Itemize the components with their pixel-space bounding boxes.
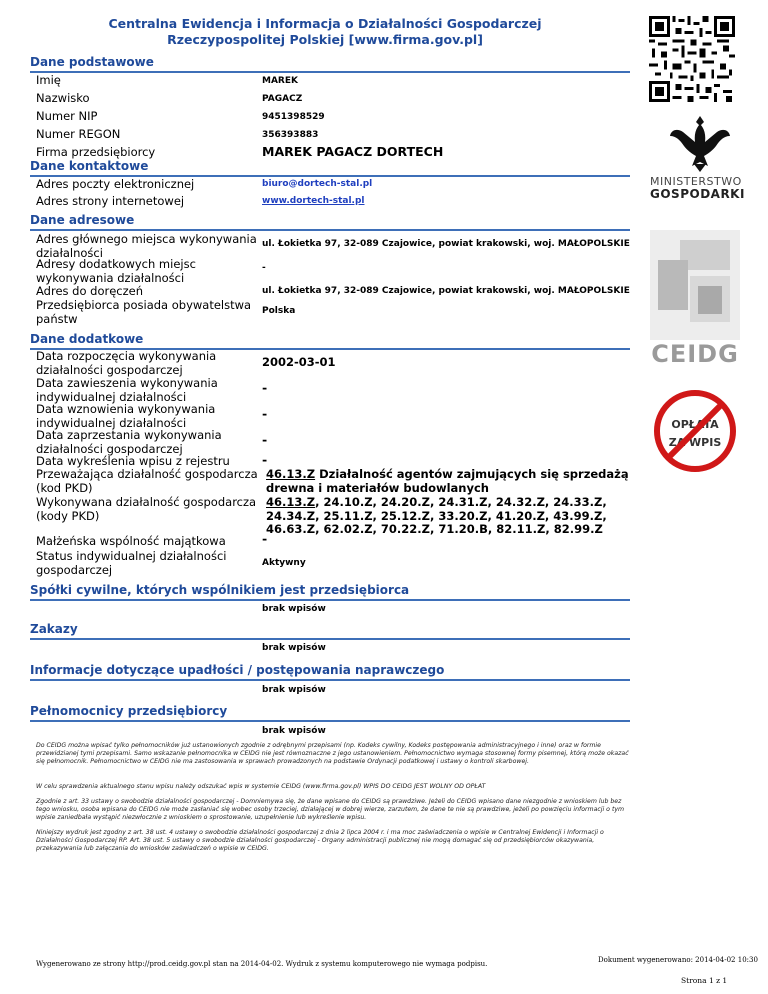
section-dane-podstawowe: Dane podstawowe bbox=[30, 55, 630, 73]
section-dane-kontaktowe: Dane kontaktowe bbox=[30, 159, 630, 177]
value-marital: - bbox=[262, 531, 268, 546]
value-status: Aktywny bbox=[262, 558, 306, 568]
pkd-all-rest: , 24.10.Z, 24.20.Z, 24.31.Z, 24.32.Z, 24.33.Z, 24.34.Z, 25.11.Z, 25.12.Z, 33.20.Z, 41.20.Z, 43.99.Z, 46.63.Z, 62.02.Z, 70.22.Z, 71.20.B, 82.11.Z, 82.99.Z bbox=[266, 495, 607, 536]
label-main-address: Adres głównego miejsca wykonywania działalności bbox=[36, 232, 257, 260]
zakazy-none: brak wpisów bbox=[262, 643, 326, 653]
value-suspend-date: - bbox=[262, 380, 268, 395]
header-line-2: Rzeczypospolitej Polskiej [www.firma.gov.pl] bbox=[167, 32, 483, 47]
section-spolki: Spółki cywilne, których wspólnikiem jest przedsiębiorca bbox=[30, 583, 630, 601]
label-www: Adres strony internetowej bbox=[36, 194, 185, 208]
label-resume-date: Data wznowienia wykonywania indywidualnej działalności bbox=[36, 402, 216, 430]
section-pelnomocnicy: Pełnomocnicy przedsiębiorcy bbox=[30, 704, 630, 722]
section-dane-dodatkowe: Dane dodatkowe bbox=[30, 332, 630, 350]
ceidg-logo-graphic bbox=[650, 230, 740, 340]
pelnomocnicy-none: brak wpisów bbox=[262, 726, 326, 736]
email-link[interactable]: biuro@dortech-stal.pl bbox=[262, 179, 373, 189]
label-delivery-address: Adres do doręczeń bbox=[36, 284, 144, 298]
oplata-text-1: OPŁATA bbox=[671, 418, 719, 431]
value-pkd-all bbox=[266, 496, 622, 537]
label-firma: Firma przedsiębiorcy bbox=[36, 145, 156, 159]
ministry-line-1: MINISTERSTWO bbox=[650, 175, 742, 188]
qr-code bbox=[648, 16, 736, 102]
value-start-date: 2002-03-01 bbox=[262, 355, 336, 369]
value-delete-date: - bbox=[262, 452, 268, 467]
label-email: Adres poczty elektronicznej bbox=[36, 177, 195, 191]
label-status: Status indywidualnej działalności gospodarczej bbox=[36, 549, 227, 577]
label-citizenship: Przedsiębiorca posiada obywatelstwa państw bbox=[36, 298, 252, 326]
label-stop-date: Data zaprzestania wykonywania działalności gospodarczej bbox=[36, 428, 222, 456]
header-line-1: Centralna Ewidencja i Informacja o Działalności Gospodarczej bbox=[108, 16, 542, 31]
label-extra-address: Adresy dodatkowych miejsc wykonywania działalności bbox=[36, 257, 196, 285]
value-extra-address: - bbox=[262, 263, 266, 273]
note-check-status: W celu sprawdzenia aktualnego stanu wpisu należy odszukać wpis w systemie CEIDG (www.firma.gov.pl) WPIS DO CEIDG JEST WOLNY OD OPŁAT bbox=[36, 783, 486, 790]
oplata-text-2: ZA WPIS bbox=[668, 436, 722, 449]
label-imie: Imię bbox=[36, 73, 61, 87]
ministry-line-2: GOSPODARKI bbox=[650, 187, 745, 201]
website-link[interactable]: www.dortech-stal.pl bbox=[262, 196, 365, 206]
footer-generated-date: Dokument wygenerowano: 2014-04-02 10:30 bbox=[598, 956, 758, 964]
pkd-main-desc: Działalność agentów zajmujących się sprzedażą drewna i materiałów budowlanych bbox=[266, 467, 629, 495]
label-regon: Numer REGON bbox=[36, 127, 121, 141]
spolki-none: brak wpisów bbox=[262, 604, 326, 614]
section-zakazy: Zakazy bbox=[30, 622, 630, 640]
note-art-33: Zgodnie z art. 33 ustawy o swobodzie działalności gospodarczej - Domniemywa się, że dane wpisane do CEIDG są prawdziwe. Jeżeli do CEIDG wpisano dane niezgodnie z wnioskiem lub bez tego wniosku, osoba wpisana do CEIDG nie może zasłaniać się wobec osoby trzeciej, działającej w dobrej wierze, zarzutem, że dane te nie są prawdziwe, jeżeli po powzięciu informacji o tym wpisie zaniedbała wystąpić niezwłocznie z wnioskiem o sprostowanie, uzupełnienie lub wykreślenie wpisu. bbox=[36, 798, 625, 821]
pkd-main-code[interactable]: 46.13.Z bbox=[266, 467, 316, 481]
ceidg-logo-text: CEIDG bbox=[651, 340, 739, 368]
no-fee-sign bbox=[650, 388, 740, 474]
upadlosc-none: brak wpisów bbox=[262, 685, 326, 695]
value-citizenship: Polska bbox=[262, 306, 296, 316]
value-firma: MAREK PAGACZ DORTECH bbox=[262, 144, 444, 159]
ministry-logo-text bbox=[650, 175, 745, 201]
value-imie: MAREK bbox=[262, 76, 298, 86]
label-start-date: Data rozpoczęcia wykonywania działalności gospodarczej bbox=[36, 349, 217, 377]
page-header bbox=[30, 16, 620, 48]
section-dane-adresowe: Dane adresowe bbox=[30, 213, 630, 231]
pkd-all-first-code[interactable]: 46.13.Z bbox=[266, 495, 316, 509]
label-pkd-main: Przeważająca działalność gospodarcza (kod PKD) bbox=[36, 467, 258, 495]
value-pkd-main bbox=[266, 468, 636, 495]
label-pkd-all: Wykonywana działalność gospodarcza (kody PKD) bbox=[36, 495, 257, 523]
label-delete-date: Data wykreślenia wpisu z rejestru bbox=[36, 454, 230, 468]
footer-page-number: Strona 1 z 1 bbox=[681, 976, 728, 985]
value-resume-date: - bbox=[262, 406, 268, 421]
value-main-address: ul. Łokietka 97, 32-089 Czajowice, powiat krakowski, woj. MAŁOPOLSKIE bbox=[262, 239, 630, 249]
note-pelnomocnicy: Do CEIDG można wpisać tylko pełnomocników już ustanowionych zgodnie z odrębnymi przepisami (np. Kodeks cywilny, Kodeks postępowania administracyjnego i inne) oraz w formie przewidzianej tymi przepisami. Samo wskazanie pełnomocnika w CEIDG nie jest równoznaczne z jego ustanowieniem. Pełnomocnictwo wymaga stosownej formy pisemnej, którą może okazać się pełnomocnik. Pełnomocnictwo w CEIDG nie ma zastosowania w sprawach prowadzonych na podstawie Ordynacji podatkowej i ustawy o kontroli skarbowej. bbox=[36, 742, 629, 765]
label-marital: Małżeńska wspólność majątkowa bbox=[36, 534, 226, 548]
section-upadlosc: Informacje dotyczące upadłości / postępowania naprawczego bbox=[30, 663, 630, 681]
polish-eagle-emblem bbox=[668, 112, 732, 176]
note-art-38: Niniejszy wydruk jest zgodny z art. 38 ust. 4 ustawy o swobodzie działalności gospodarczej z dnia 2 lipca 2004 r. i ma moc zaświadczenia o wpisie w Centralnej Ewidencji i Informacji o Działalności Gospodarczej RP. Art. 38 ust. 5 ustawy o swobodzie działalności gospodarczej - Organy administracji publicznej nie mogą domagać się od przedsiębiorców okazywania, przekazywania lub załączania do wniosków zaświadczeń o wpisie w CEIDG. bbox=[36, 829, 604, 852]
label-suspend-date: Data zawieszenia wykonywania indywidualnej działalności bbox=[36, 376, 218, 404]
value-nazwisko: PAGACZ bbox=[262, 94, 303, 104]
label-nazwisko: Nazwisko bbox=[36, 91, 90, 105]
value-regon: 356393883 bbox=[262, 130, 319, 140]
label-nip: Numer NIP bbox=[36, 109, 98, 123]
footer-generated-from: Wygenerowano ze strony http://prod.ceidg.gov.pl stan na 2014-04-02. Wydruk z systemu komputerowego nie wymaga podpisu. bbox=[36, 960, 488, 968]
value-nip: 9451398529 bbox=[262, 112, 325, 122]
value-delivery-address: ul. Łokietka 97, 32-089 Czajowice, powiat krakowski, woj. MAŁOPOLSKIE bbox=[262, 286, 630, 296]
value-stop-date: - bbox=[262, 432, 268, 447]
